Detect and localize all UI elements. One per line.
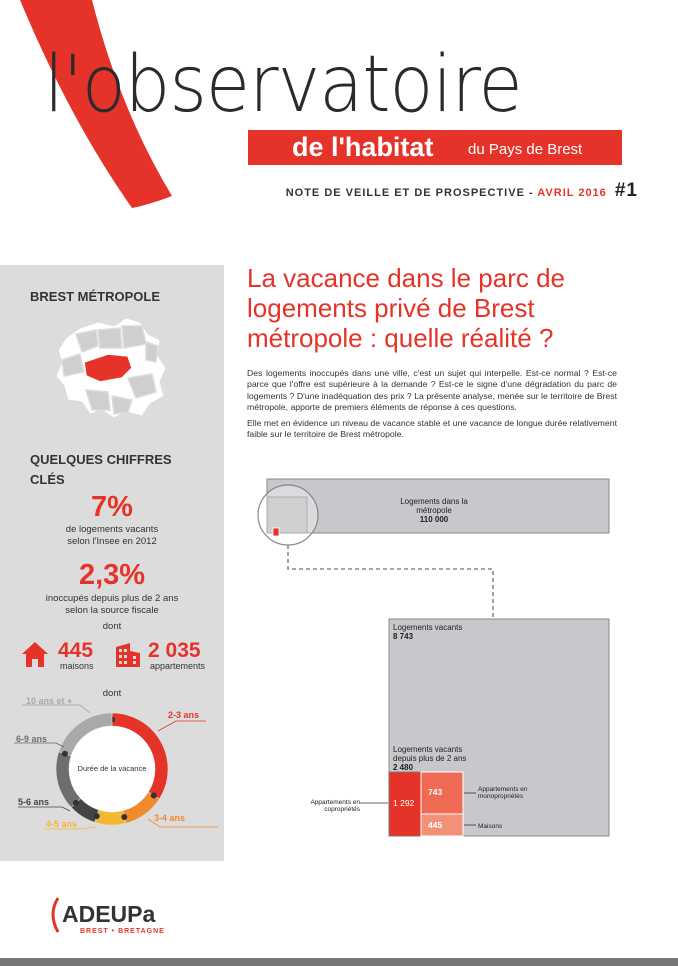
key-figures-title-2: CLÉS: [30, 472, 65, 487]
copro-label-1: Appartements en: [310, 799, 360, 806]
donut-label-3-4: 3-4 ans: [154, 813, 186, 823]
copro-label: [300, 799, 360, 813]
adeupa-logo-mark: [48, 896, 188, 936]
long-vacancy-label: [393, 745, 466, 772]
apartments-value: 2 035: [148, 639, 201, 662]
subtitle-band: [248, 130, 622, 165]
zoom-connector: [288, 545, 493, 620]
total-housing-label: [384, 497, 484, 524]
vacancy-rate-value: 7%: [91, 491, 133, 523]
apartments-label: appartements: [150, 661, 206, 671]
vacant-housing-label-text: Logements vacants: [393, 623, 463, 632]
donut-label-10-plus: 10 ans et +: [26, 696, 73, 706]
issue-date: AVRIL 2016: [537, 187, 607, 199]
zoom-lens-highlight: [273, 528, 279, 536]
long-vacancy-caption-2: selon la source fiscale: [65, 605, 159, 616]
house-icon: [20, 639, 50, 669]
article-paragraph-1: Des logements inoccupés dans une ville, c'est un sujet qui interpelle. Est-ce normal ? Est-ce parce que l'offre est supérieure à la demande ? Est-ce le signe d'une dégradation du parc de logements ? D'une inadéquation des prix ? La présente analyse, menée sur le territoire de Brest métropole, apporte de premiers éléments de réponse à ces questions.: [247, 368, 617, 412]
long-vacancy-rate-value: 2,3%: [78, 559, 146, 591]
mono-value: 743: [428, 787, 443, 797]
dont-label-2: dont: [102, 688, 122, 699]
donut-leader-lines: [0, 695, 224, 865]
total-housing-value: 110 000: [419, 515, 449, 524]
dont-label-1: dont: [102, 621, 122, 632]
houses-value: 445: [58, 639, 94, 662]
mono-label-1: Appartements en: [478, 786, 528, 793]
key-figures-title-1: QUELQUES CHIFFRES: [30, 452, 172, 467]
houses-label: Maisons: [478, 823, 503, 830]
long-vacancy-label-1: Logements vacants: [393, 745, 463, 754]
long-vacancy-value: 2 480: [393, 763, 414, 772]
donut-center-label: Durée de la vacance: [77, 764, 147, 773]
logo-wordmark: ADEUPa: [62, 901, 156, 927]
vacant-housing-value: 8 743: [393, 632, 414, 641]
housing-vacancy-diagram: [250, 470, 630, 840]
article-title: La vacance dans le parc de logements privé de Brest métropole : quelle réalité ?: [247, 263, 565, 353]
publication-title: l'observatoire: [44, 40, 522, 130]
issue-line: [286, 180, 638, 202]
donut-label-2-3: 2-3 ans: [168, 710, 200, 720]
houses-box-value: 445: [428, 820, 443, 830]
brest-metropole-map: [52, 312, 172, 424]
subtitle-main: de l'habitat: [292, 132, 434, 162]
subtitle-region: du Pays de Brest: [468, 141, 583, 158]
donut-label-4-5: 4-5 ans: [46, 819, 78, 829]
long-vacancy-caption-1: inoccupés depuis plus de 2 ans: [45, 593, 179, 604]
region-title: BREST MÉTROPOLE: [30, 289, 161, 304]
long-vacancy-label-2: depuis plus de 2 ans: [393, 754, 467, 763]
copro-value: 1 292: [393, 798, 415, 808]
adeupa-logo: [48, 896, 188, 936]
vacant-housing-label: [393, 623, 462, 641]
donut-label-5-6: 5-6 ans: [18, 797, 50, 807]
total-housing-label-text: Logements dans la métropole: [400, 497, 468, 515]
issue-number: #1: [614, 180, 638, 201]
vacancy-rate-caption-2: selon l'Insee en 2012: [67, 536, 157, 547]
issue-note: NOTE DE VEILLE ET DE PROSPECTIVE -: [285, 187, 534, 199]
footer-rule: [0, 958, 678, 966]
key-figures-sidebar: [0, 265, 224, 861]
mono-label: [478, 786, 528, 800]
mono-label-2: monopropriétés: [478, 793, 524, 800]
zoom-lens-icon: [258, 485, 318, 545]
houses-label: maisons: [60, 661, 94, 671]
vacancy-rate-caption-1: de logements vacants: [65, 524, 159, 535]
apartment-building-icon: [112, 639, 142, 669]
copro-label-2: copropriétés: [324, 806, 360, 813]
article-paragraph-2: Elle met en évidence un niveau de vacance stable et une vacance de longue durée relativement faible sur le territoire de Brest métropole.: [247, 418, 617, 440]
logo-subtitle: BREST • BRETAGNE: [80, 928, 165, 935]
donut-label-6-9: 6-9 ans: [16, 734, 48, 744]
